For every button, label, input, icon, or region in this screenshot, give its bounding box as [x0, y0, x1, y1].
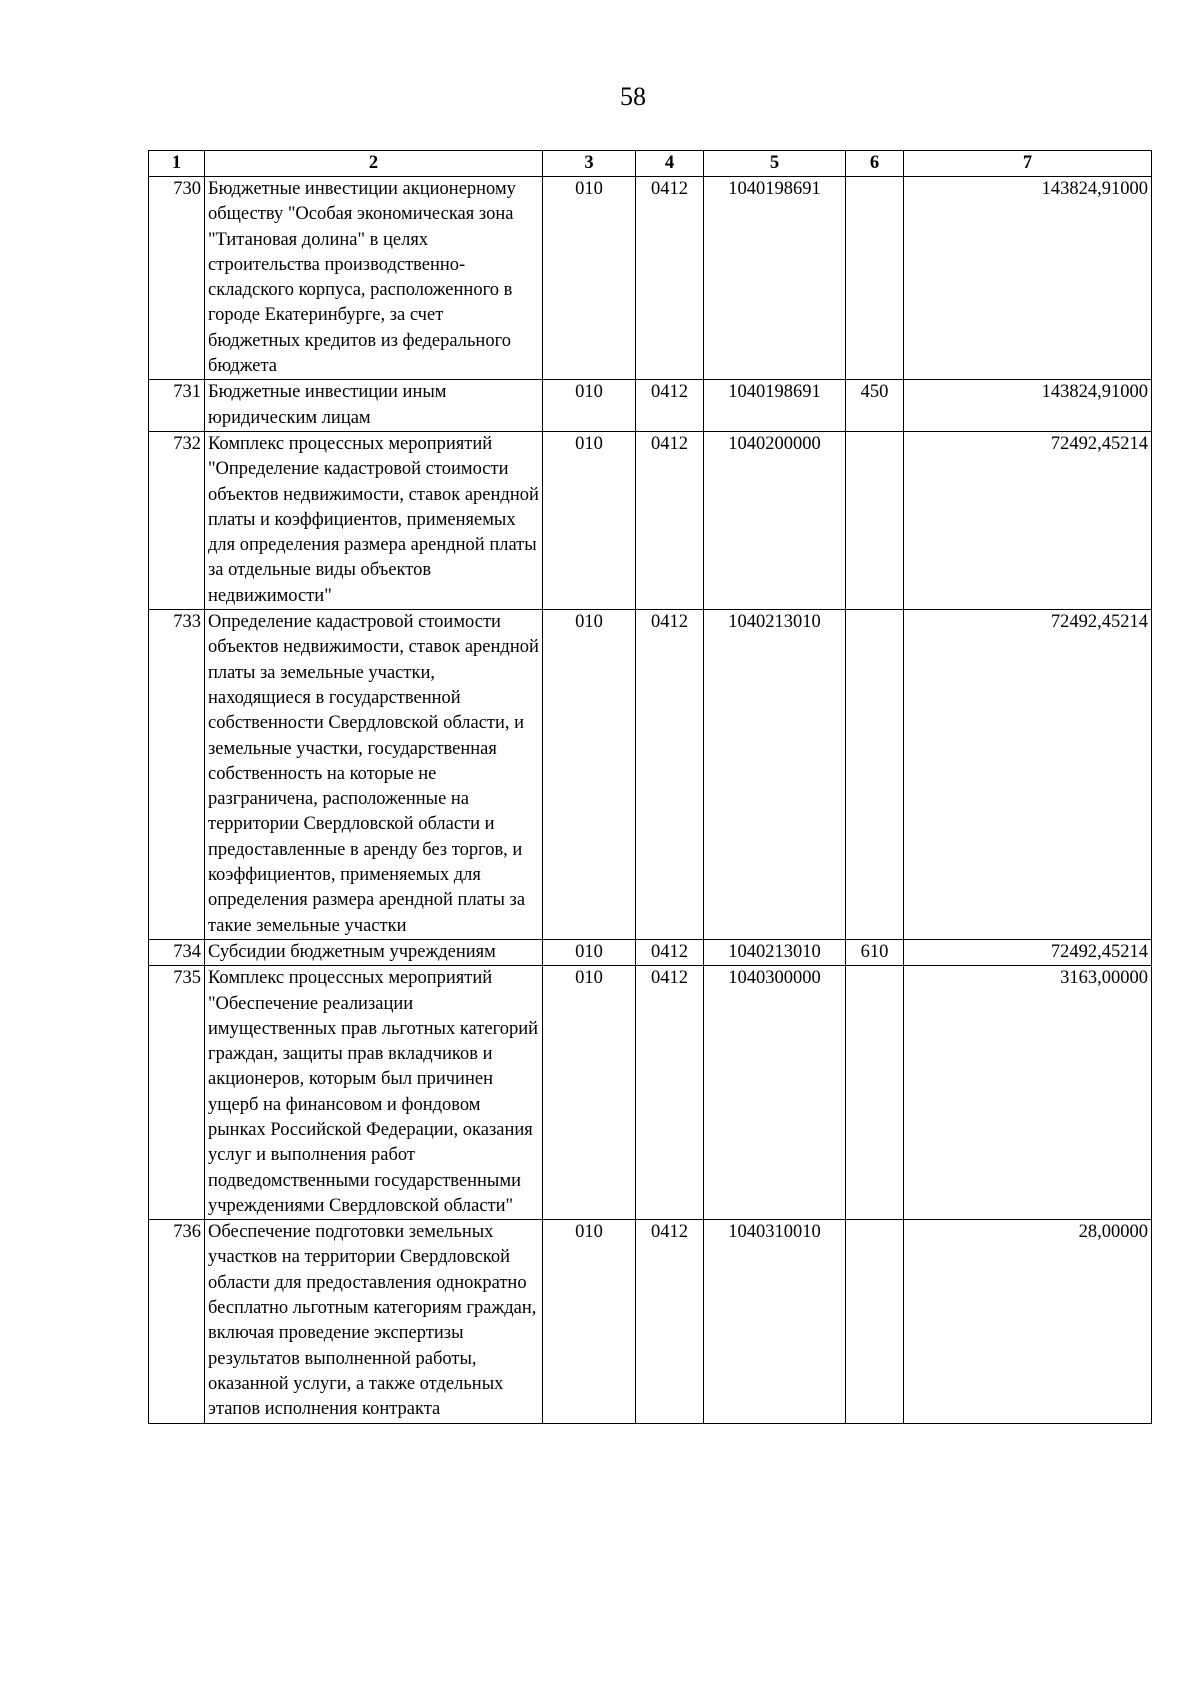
row-code-4: 0412: [636, 380, 704, 432]
column-header: 3: [543, 151, 636, 177]
row-amount: 72492,45214: [904, 939, 1152, 965]
row-code-5: 1040300000: [704, 966, 846, 1220]
table-row: [149, 939, 1152, 965]
row-code-3: 010: [543, 966, 636, 1220]
row-code-4: 0412: [636, 1220, 704, 1423]
row-number: 735: [149, 966, 205, 1220]
row-number: 732: [149, 431, 205, 609]
page-number: 58: [620, 82, 646, 111]
row-name: Определение кадастровой стоимости объектов недвижимости, ставок арендной платы за земельные участки, находящиеся в государственной собственности Свердловской области, и земельные участки, государственная собственность на которые не разграничена, расположенные на территории Свердловской области и предоставленные в аренду без торгов, и коэффициентов, применяемых для определения размера арендной платы за такие земельные участки: [205, 610, 543, 940]
column-header: 2: [205, 151, 543, 177]
row-code-4: 0412: [636, 966, 704, 1220]
column-header: 6: [846, 151, 904, 177]
row-code-5: 1040213010: [704, 939, 846, 965]
row-amount: 28,00000: [904, 1220, 1152, 1423]
table-row: [149, 966, 1152, 1220]
table-row: [149, 431, 1152, 609]
row-code-5: 1040198691: [704, 380, 846, 432]
row-code-3: 010: [543, 177, 636, 380]
row-code-3: 010: [543, 380, 636, 432]
table-row: [149, 610, 1152, 940]
row-code-6: [846, 966, 904, 1220]
row-code-6: [846, 1220, 904, 1423]
row-amount: 72492,45214: [904, 431, 1152, 609]
row-code-5: 1040200000: [704, 431, 846, 609]
column-header: 5: [704, 151, 846, 177]
row-code-3: 010: [543, 1220, 636, 1423]
table-row: [149, 1220, 1152, 1423]
row-number: 736: [149, 1220, 205, 1423]
table-row: [149, 380, 1152, 432]
row-code-6: [846, 610, 904, 940]
row-number: 734: [149, 939, 205, 965]
row-amount: 143824,91000: [904, 177, 1152, 380]
row-name: Комплекс процессных мероприятий "Обеспечение реализации имущественных прав льготных категорий граждан, защиты прав вкладчиков и акционеров, которым был причинен ущерб на финансовом и фондовом рынках Российской Федерации, оказания услуг и выполнения работ подведомственными государственными учреждениями Свердловской области": [205, 966, 543, 1220]
column-header: 4: [636, 151, 704, 177]
row-code-6: 610: [846, 939, 904, 965]
row-name: Бюджетные инвестиции иным юридическим лицам: [205, 380, 543, 432]
row-code-5: 1040310010: [704, 1220, 846, 1423]
row-name: Обеспечение подготовки земельных участков на территории Свердловской области для предоставления однократно бесплатно льготным категориям граждан, включая проведение экспертизы результатов выполненной работы, оказанной услуги, а также отдельных этапов исполнения контракта: [205, 1220, 543, 1423]
row-code-6: [846, 177, 904, 380]
row-code-3: 010: [543, 431, 636, 609]
row-code-5: 1040198691: [704, 177, 846, 380]
row-code-4: 0412: [636, 939, 704, 965]
table-row: [149, 177, 1152, 380]
row-code-5: 1040213010: [704, 610, 846, 940]
row-number: 730: [149, 177, 205, 380]
row-name: Субсидии бюджетным учреждениям: [205, 939, 543, 965]
row-code-3: 010: [543, 610, 636, 940]
row-name: Бюджетные инвестиции акционерному обществу "Особая экономическая зона "Титановая долина" в целях строительства производственно-складского корпуса, расположенного в городе Екатеринбурге, за счет бюджетных кредитов из федерального бюджета: [205, 177, 543, 380]
row-amount: 72492,45214: [904, 610, 1152, 940]
budget-table: [148, 150, 1152, 1424]
row-amount: 143824,91000: [904, 380, 1152, 432]
row-code-4: 0412: [636, 177, 704, 380]
row-code-6: 450: [846, 380, 904, 432]
row-code-4: 0412: [636, 610, 704, 940]
column-header: 1: [149, 151, 205, 177]
row-code-3: 010: [543, 939, 636, 965]
row-amount: 3163,00000: [904, 966, 1152, 1220]
row-code-6: [846, 431, 904, 609]
column-header: 7: [904, 151, 1152, 177]
table-header-row: [149, 151, 1152, 177]
row-number: 733: [149, 610, 205, 940]
row-number: 731: [149, 380, 205, 432]
row-code-4: 0412: [636, 431, 704, 609]
row-name: Комплекс процессных мероприятий "Определение кадастровой стоимости объектов недвижимости, ставок арендной платы и коэффициентов, применяемых для определения размера арендной платы за отдельные виды объектов недвижимости": [205, 431, 543, 609]
